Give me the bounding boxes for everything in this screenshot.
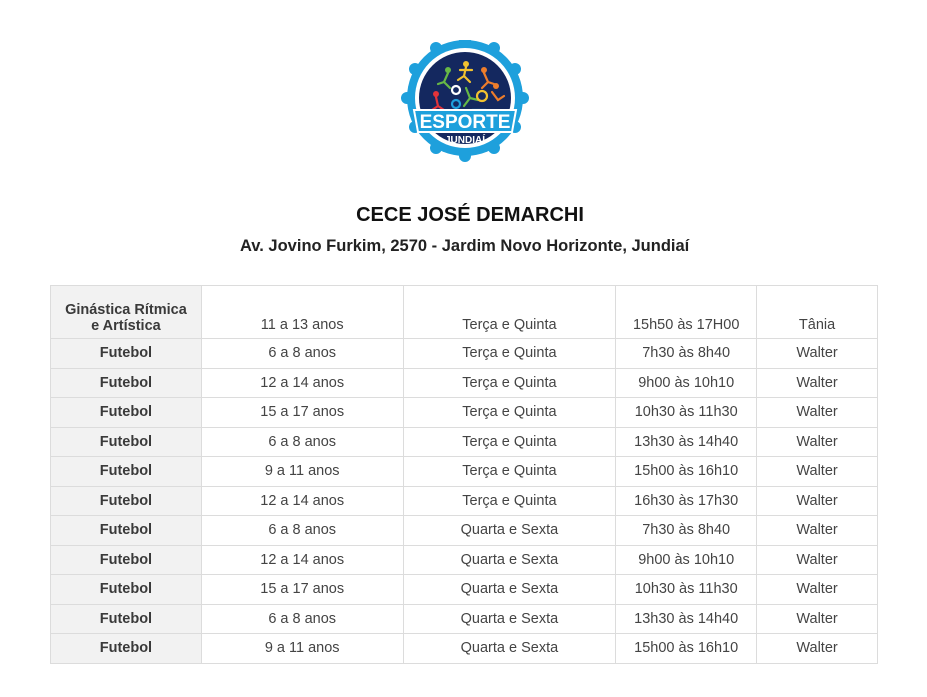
page-title: CECE JOSÉ DEMARCHI: [356, 204, 584, 226]
modality-cell: Futebol: [51, 575, 202, 605]
modality-cell: Futebol: [51, 427, 202, 457]
table-row: [51, 486, 878, 516]
teacher-cell: Tânia: [757, 286, 878, 339]
teacher-cell: Walter: [757, 486, 878, 516]
time-cell: 9h00 às 10h10: [616, 545, 757, 575]
teacher-cell: Walter: [757, 545, 878, 575]
time-cell: 13h30 às 14h40: [616, 604, 757, 634]
age-cell: 15 a 17 anos: [201, 398, 403, 428]
days-cell: Terça e Quinta: [403, 486, 616, 516]
teacher-cell: Walter: [757, 368, 878, 398]
time-cell: 9h00 às 10h10: [616, 368, 757, 398]
days-cell: Terça e Quinta: [403, 339, 616, 369]
modality-line-1: Ginástica Rítmica: [65, 302, 187, 318]
age-cell: 6 a 8 anos: [201, 604, 403, 634]
days-cell: Quarta e Sexta: [403, 604, 616, 634]
modality-cell: Futebol: [51, 604, 202, 634]
teacher-cell: Walter: [757, 339, 878, 369]
days-cell: Quarta e Sexta: [403, 634, 616, 664]
days-cell: Terça e Quinta: [403, 368, 616, 398]
table-row: [51, 427, 878, 457]
age-cell: 15 a 17 anos: [201, 575, 403, 605]
time-cell: 10h30 às 11h30: [616, 575, 757, 605]
teacher-cell: Walter: [757, 604, 878, 634]
age-cell: 12 a 14 anos: [201, 368, 403, 398]
time-cell: 16h30 às 17h30: [616, 486, 757, 516]
days-cell: Terça e Quinta: [403, 398, 616, 428]
table-row: [51, 398, 878, 428]
esporte-jundiai-logo: [400, 40, 530, 164]
age-cell: 12 a 14 anos: [201, 486, 403, 516]
time-cell: 7h30 às 8h40: [616, 339, 757, 369]
table-row: [51, 634, 878, 664]
table-row: [51, 604, 878, 634]
teacher-cell: Walter: [757, 398, 878, 428]
table-row: [51, 286, 878, 339]
table-row: [51, 368, 878, 398]
age-cell: 6 a 8 anos: [201, 427, 403, 457]
teacher-cell: Walter: [757, 427, 878, 457]
table-row: [51, 339, 878, 369]
age-cell: 9 a 11 anos: [201, 634, 403, 664]
teacher-cell: Walter: [757, 575, 878, 605]
days-cell: Quarta e Sexta: [403, 545, 616, 575]
time-cell: 13h30 às 14h40: [616, 427, 757, 457]
modality-cell: [51, 286, 202, 339]
table-row: [51, 457, 878, 487]
modality-cell: Futebol: [51, 457, 202, 487]
days-cell: Quarta e Sexta: [403, 516, 616, 546]
time-cell: 10h30 às 11h30: [616, 398, 757, 428]
time-cell: 15h50 às 17H00: [616, 286, 757, 339]
days-cell: Terça e Quinta: [403, 457, 616, 487]
modality-cell: Futebol: [51, 545, 202, 575]
age-cell: 11 a 13 anos: [201, 286, 403, 339]
teacher-cell: Walter: [757, 457, 878, 487]
modality-cell: Futebol: [51, 486, 202, 516]
table-row: [51, 575, 878, 605]
age-cell: 6 a 8 anos: [201, 516, 403, 546]
days-cell: Terça e Quinta: [403, 427, 616, 457]
logo-badge: [400, 40, 530, 164]
modality-cell: Futebol: [51, 516, 202, 546]
table-row: [51, 516, 878, 546]
time-cell: 15h00 às 16h10: [616, 634, 757, 664]
logo-bottom-text: JUNDIAÍ: [444, 135, 486, 146]
modality-cell: Futebol: [51, 368, 202, 398]
modality-cell: Futebol: [51, 339, 202, 369]
days-cell: Quarta e Sexta: [403, 575, 616, 605]
table-row: [51, 545, 878, 575]
age-cell: 9 a 11 anos: [201, 457, 403, 487]
age-cell: 12 a 14 anos: [201, 545, 403, 575]
age-cell: 6 a 8 anos: [201, 339, 403, 369]
address-line: Av. Jovino Furkim, 2570 - Jardim Novo Horizonte, Jundiaí: [240, 237, 690, 255]
teacher-cell: Walter: [757, 634, 878, 664]
logo-top-text: ESPORTE: [419, 112, 511, 133]
days-cell: Terça e Quinta: [403, 286, 616, 339]
time-cell: 7h30 às 8h40: [616, 516, 757, 546]
modality-cell: Futebol: [51, 398, 202, 428]
teacher-cell: Walter: [757, 516, 878, 546]
modality-cell: Futebol: [51, 634, 202, 664]
time-cell: 15h00 às 16h10: [616, 457, 757, 487]
schedule-table: [50, 285, 878, 664]
modality-line-2: e Artística: [91, 318, 161, 334]
